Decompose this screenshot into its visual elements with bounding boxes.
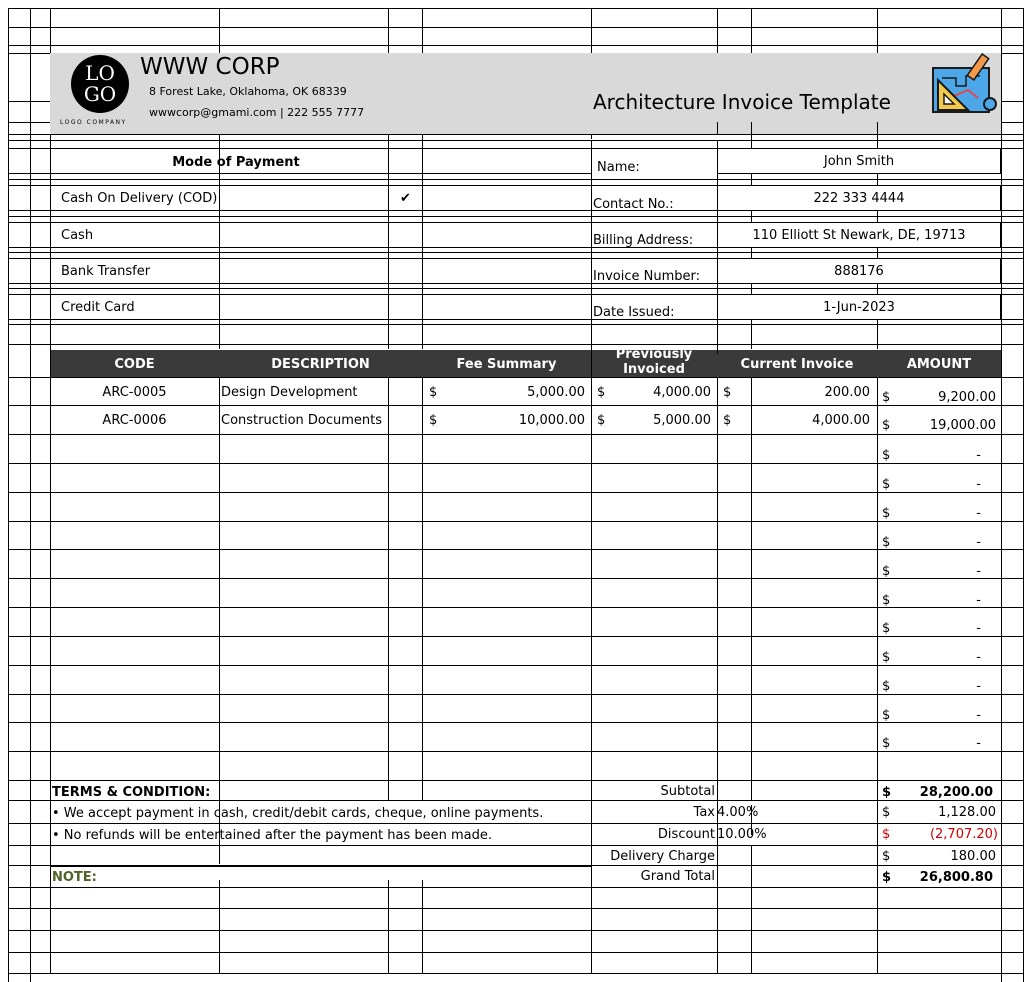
payment-header: Mode of Payment	[172, 155, 300, 170]
grid-line-h	[8, 8, 1023, 9]
grid-line-v	[1023, 8, 1024, 982]
grid-line-h	[8, 973, 1023, 974]
amount-currency: $	[882, 418, 891, 433]
payment-option-bank-transfer: Bank Transfer	[61, 264, 151, 279]
amount-currency: $	[882, 708, 891, 723]
grid-line-v	[219, 8, 220, 53]
checkbox-cell	[388, 222, 423, 248]
amount-currency: $	[882, 593, 891, 608]
grid-line-v	[751, 865, 752, 974]
checkbox-cell	[388, 258, 423, 284]
row-amount: -	[976, 564, 981, 579]
grid-line-h	[8, 45, 1023, 46]
invoice-title: Architecture Invoice Template	[593, 90, 891, 114]
payment-option-cod: Cash On Delivery (COD)	[61, 191, 218, 206]
subtotal-currency: $	[882, 785, 892, 800]
grid-line-v	[219, 880, 220, 974]
grid-line-h	[8, 288, 1023, 289]
row-code: ARC-0006	[102, 413, 167, 428]
grid-line-v	[1001, 8, 1002, 982]
row-previous: 5,000.00	[653, 413, 711, 428]
amount-currency: $	[882, 679, 891, 694]
grid-line-h	[8, 179, 1023, 180]
row-fee: 5,000.00	[527, 385, 585, 400]
grid-line-h	[8, 377, 1023, 378]
grid-line-h	[8, 344, 1023, 345]
drafting-blueprint-icon	[930, 52, 1002, 120]
grid-line-h	[1001, 122, 1023, 123]
grid-line-v	[591, 8, 592, 53]
grand-total-label: Grand Total	[640, 869, 715, 884]
grid-line-h	[8, 549, 1023, 550]
name-label: Name:	[597, 160, 640, 175]
payment-option-credit-card: Credit Card	[61, 300, 135, 315]
row-amount: -	[976, 708, 981, 723]
amount-currency: $	[882, 736, 891, 751]
checkbox-cell	[388, 294, 423, 320]
grid-line-h	[8, 252, 1023, 253]
delivery-currency: $	[882, 849, 891, 864]
grid-line-h	[8, 694, 1023, 695]
note-label: NOTE:	[52, 870, 97, 885]
row-description: Construction Documents	[221, 413, 383, 428]
grid-line-v	[751, 845, 752, 865]
grid-line-h	[8, 27, 1023, 28]
column-header-amount: AMOUNT	[906, 357, 972, 372]
grid-line-v	[219, 377, 220, 864]
tax-value: 1,128.00	[938, 805, 996, 820]
grid-line-h	[8, 324, 1023, 325]
fee-currency: $	[429, 385, 438, 400]
column-header-previously-invoiced: Previously Invoiced	[615, 347, 693, 377]
grid-line-h	[8, 122, 50, 123]
grid-line-v	[717, 377, 718, 974]
discount-rate[interactable]: 10.00%	[717, 827, 767, 842]
contact-value[interactable]: 222 333 4444	[813, 191, 905, 206]
discount-currency: $	[882, 827, 891, 842]
company-address: 8 Forest Lake, Oklahoma, OK 68339	[149, 85, 347, 98]
grid-line-h	[8, 140, 1023, 141]
grid-line-v	[30, 8, 31, 982]
payment-option-cash: Cash	[61, 228, 94, 243]
grid-line-v	[388, 880, 389, 974]
row-amount: -	[976, 679, 981, 694]
grid-line-h	[8, 53, 50, 54]
row-amount: 9,200.00	[938, 390, 996, 405]
terms-line-1: • We accept payment in cash, credit/debit cards, cheque, online payments.	[52, 806, 544, 821]
grid-line-h	[8, 607, 1023, 608]
amount-currency: $	[882, 650, 891, 665]
grid-line-h	[1001, 53, 1023, 54]
column-header-fee-summary: Fee Summary	[456, 357, 557, 372]
grid-line-h	[8, 173, 591, 174]
row-amount: -	[976, 621, 981, 636]
date-issued-value[interactable]: 1-Jun-2023	[823, 300, 895, 315]
border-line	[50, 780, 422, 781]
amount-currency: $	[882, 390, 891, 405]
fee-currency: $	[429, 413, 438, 428]
row-amount: -	[976, 448, 981, 463]
grid-line-h	[8, 492, 1023, 493]
logo	[71, 55, 129, 113]
amount-currency: $	[882, 535, 891, 550]
border-line	[50, 865, 591, 867]
subtotal-label: Subtotal	[660, 784, 715, 799]
grid-line-h	[8, 751, 1023, 752]
terms-line-2: • No refunds will be entertained after the payment has been made.	[52, 828, 492, 843]
grid-line-v	[717, 8, 718, 53]
discount-value: (2,707.20)	[929, 827, 998, 842]
grid-line-h	[8, 908, 1023, 909]
row-code: ARC-0005	[102, 385, 167, 400]
amount-currency: $	[882, 506, 891, 521]
terms-header: TERMS & CONDITION:	[52, 785, 211, 800]
grid-line-v	[751, 122, 752, 148]
grid-line-h	[8, 434, 1023, 435]
row-amount: -	[976, 736, 981, 751]
current-currency: $	[723, 385, 732, 400]
grid-line-h	[8, 845, 1023, 846]
grid-line-v	[751, 8, 752, 53]
grid-line-v	[422, 377, 423, 800]
grid-line-v	[50, 8, 51, 53]
grid-line-h	[8, 930, 1023, 931]
grid-line-v	[751, 780, 752, 800]
delivery-charge-value: 180.00	[950, 849, 996, 864]
row-amount: 19,000.00	[929, 418, 996, 433]
row-amount: -	[976, 477, 981, 492]
billing-address-label: Billing Address:	[593, 233, 694, 248]
amount-currency: $	[882, 621, 891, 636]
grid-line-h	[8, 665, 1023, 666]
row-amount: -	[976, 506, 981, 521]
previous-currency: $	[597, 385, 606, 400]
tax-rate[interactable]: 4.00%	[717, 805, 759, 820]
payment-check-cod[interactable]: ✔	[400, 191, 411, 206]
row-previous: 4,000.00	[653, 385, 711, 400]
grand-total-value: 26,800.80	[919, 870, 993, 885]
grid-line-h	[8, 101, 50, 102]
name-value[interactable]: John Smith	[823, 154, 895, 169]
column-header-description: DESCRIPTION	[271, 357, 370, 372]
company-name: WWW CORP	[140, 54, 280, 80]
billing-address-value[interactable]: 110 Elliott St Newark, DE, 19713	[752, 228, 966, 243]
grid-line-h	[8, 722, 1023, 723]
grid-line-h	[8, 887, 1023, 888]
grid-line-v	[877, 377, 878, 974]
grid-line-v	[422, 8, 423, 53]
column-header-current-invoice: Current Invoice	[740, 357, 854, 372]
grid-line-h	[8, 521, 1023, 522]
grid-line-v	[50, 134, 51, 974]
grid-line-v	[422, 880, 423, 974]
row-fee: 10,000.00	[518, 413, 585, 428]
grid-line-h	[8, 578, 1023, 579]
tax-currency: $	[882, 805, 891, 820]
logo-line-2: GO	[83, 82, 117, 106]
row-amount: -	[976, 535, 981, 550]
grid-line-h	[8, 463, 1023, 464]
grid-line-h	[8, 134, 1023, 135]
grid-line-v	[388, 377, 389, 800]
grid-line-v	[877, 122, 878, 148]
grid-line-h	[8, 405, 1023, 406]
delivery-charge-label: Delivery Charge	[610, 849, 715, 864]
date-issued-label: Date Issued:	[593, 305, 675, 320]
subtotal-value: 28,200.00	[919, 785, 993, 800]
discount-label: Discount	[657, 827, 715, 842]
row-amount: -	[976, 650, 981, 665]
grid-line-v	[388, 8, 389, 53]
row-description: Design Development	[221, 385, 358, 400]
logo-caption: LOGO COMPANY	[60, 119, 127, 126]
row-current: 200.00	[824, 385, 870, 400]
grid-line-h	[8, 216, 1023, 217]
logo-line-1: LO	[85, 61, 115, 85]
current-currency: $	[723, 413, 732, 428]
grand-total-currency: $	[882, 870, 892, 885]
amount-currency: $	[882, 448, 891, 463]
company-contact: wwwcorp@gmami.com | 222 555 7777	[149, 106, 365, 119]
grid-line-v	[8, 8, 9, 982]
contact-label: Contact No.:	[593, 197, 674, 212]
invoice-number-label: Invoice Number:	[593, 269, 700, 284]
grid-line-h	[8, 952, 1023, 953]
amount-currency: $	[882, 477, 891, 492]
grid-line-h	[1001, 101, 1023, 102]
grid-line-h	[8, 636, 1023, 637]
grid-line-v	[877, 8, 878, 53]
row-current: 4,000.00	[812, 413, 870, 428]
invoice-number-value[interactable]: 888176	[834, 264, 884, 279]
column-header-code: CODE	[114, 357, 155, 372]
amount-currency: $	[882, 564, 891, 579]
grid-line-v	[717, 122, 718, 134]
row-amount: -	[976, 593, 981, 608]
grid-line-h	[8, 823, 1023, 824]
tax-label: Tax	[693, 805, 715, 820]
previous-currency: $	[597, 413, 606, 428]
